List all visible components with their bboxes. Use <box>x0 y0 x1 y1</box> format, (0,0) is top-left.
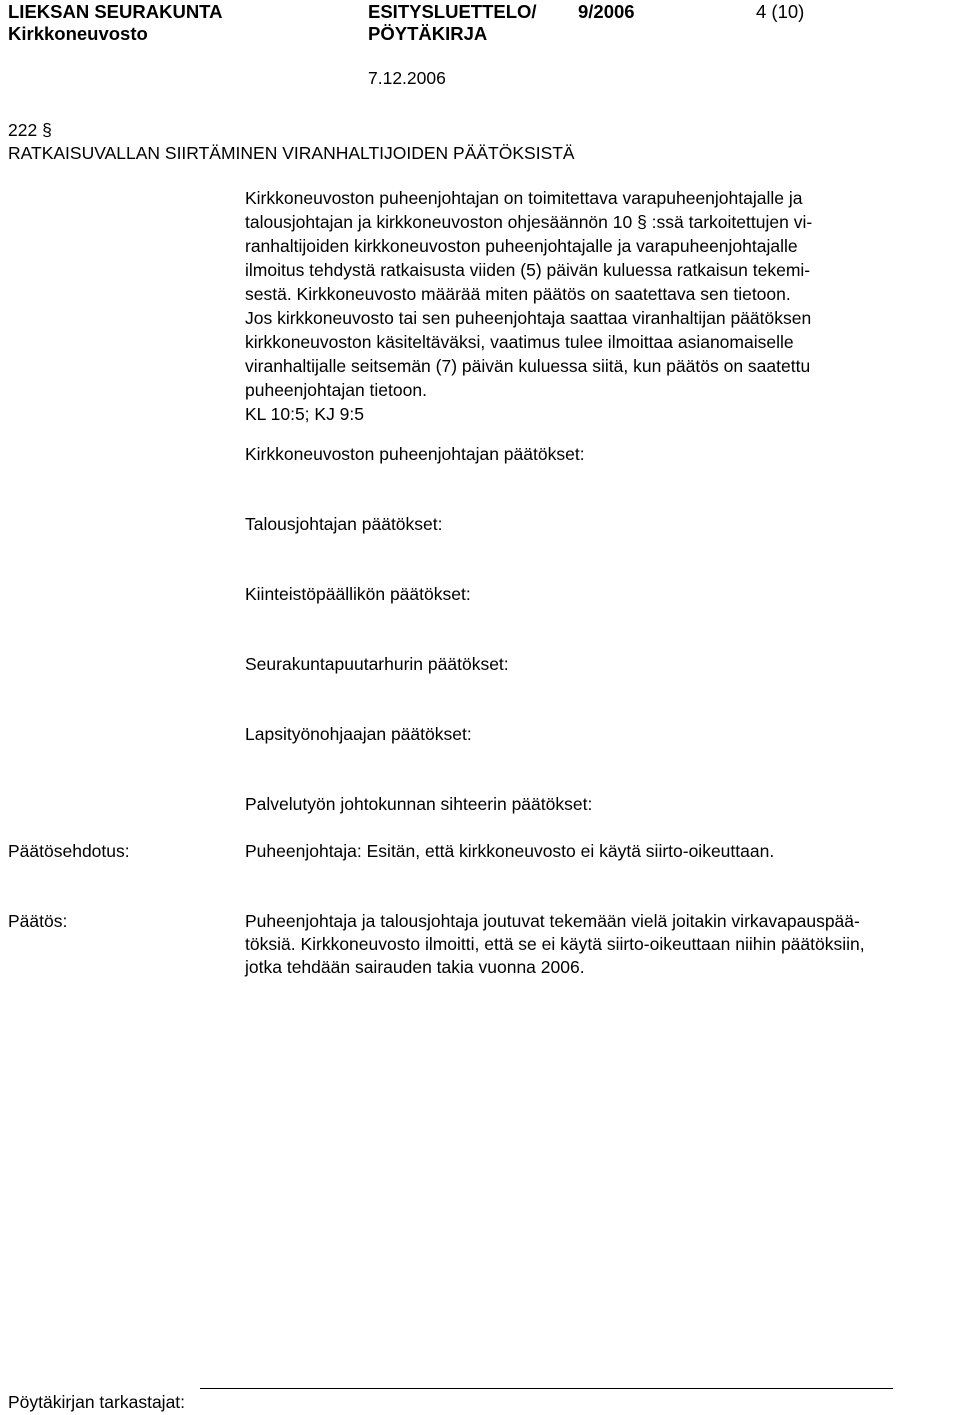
decisions-heading-chair: Kirkkoneuvoston puheenjohtajan päätökset: <box>245 444 585 464</box>
legal-reference: KL 10:5; KJ 9:5 <box>245 404 365 424</box>
decisions-heading-children: Lapsityönohjaajan päätökset: <box>245 724 472 744</box>
decisions-heading-gardener: Seurakuntapuutarhurin päätökset: <box>245 654 509 674</box>
section-title: RATKAISUVALLAN SIIRTÄMINEN VIRANHALTIJOIDEN PÄÄTÖKSISTÄ <box>8 143 575 163</box>
body-line: viranhaltijalle seitsemän (7) päivän kuluessa siitä, kun päätös on saatettu <box>245 356 811 376</box>
decision-label: Päätös: <box>8 911 68 931</box>
body-line: ranhaltijoiden kirkkoneuvoston puheenjohtajalle ja varapuheenjohtajalle <box>245 236 798 256</box>
org-name: LIEKSAN SEURAKUNTA <box>8 1 223 22</box>
doc-type: ESITYSLUETTELO/ <box>368 1 537 22</box>
doc-type-continued: PÖYTÄKIRJA <box>368 23 488 44</box>
signature-line <box>200 1388 893 1389</box>
section-number: 222 <box>8 120 38 140</box>
meeting-date: 7.12.2006 <box>368 68 446 88</box>
section-number-line <box>8 118 52 142</box>
section-sign-icon: § <box>42 120 52 140</box>
page-number: 4 (10) <box>756 1 805 22</box>
doc-number: 9/2006 <box>578 1 635 22</box>
body-line: kirkkoneuvoston käsiteltäväksi, vaatimus tulee ilmoittaa asianomaiselle <box>245 332 794 352</box>
body-line: puheenjohtajan tietoon. <box>245 380 427 400</box>
body-line: Kirkkoneuvoston puheenjohtajan on toimitettava varapuheenjohtajalle ja <box>245 188 803 208</box>
decision-line: jotka tehdään sairauden takia vuonna 2006. <box>245 957 585 977</box>
proposal-text: Puheenjohtaja: Esitän, että kirkkoneuvosto ei käytä siirto-oikeuttaan. <box>245 841 775 861</box>
decision-line: Puheenjohtaja ja talousjohtaja joutuvat tekemään vielä joitakin virkavapauspää- <box>245 911 860 931</box>
body-paragraph <box>245 186 960 426</box>
decisions-heading-service: Palvelutyön johtokunnan sihteerin päätökset: <box>245 794 593 814</box>
proposal-label: Päätösehdotus: <box>8 841 130 861</box>
reviewers-label: Pöytäkirjan tarkastajat: <box>8 1392 186 1412</box>
org-unit: Kirkkoneuvosto <box>8 23 148 44</box>
body-line: sestä. Kirkkoneuvosto määrää miten päätös on saatettava sen tietoon. <box>245 284 791 304</box>
body-line: ilmoitus tehdystä ratkaisusta viiden (5) päivän kuluessa ratkaisun tekemi- <box>245 260 811 280</box>
body-line: Jos kirkkoneuvosto tai sen puheenjohtaja saattaa viranhaltijan päätöksen <box>245 308 812 328</box>
body-line: talousjohtajan ja kirkkoneuvoston ohjesäännön 10 § :ssä tarkoitettujen vi- <box>245 212 813 232</box>
decisions-heading-property: Kiinteistöpäällikön päätökset: <box>245 584 471 604</box>
decisions-heading-finance: Talousjohtajan päätökset: <box>245 514 443 534</box>
decision-line: töksiä. Kirkkoneuvosto ilmoitti, että se ei käytä siirto-oikeuttaan niihin päätöksiin, <box>245 934 865 954</box>
